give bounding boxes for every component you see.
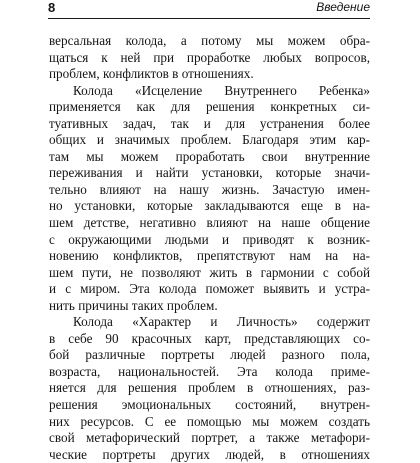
text-line: возраста, национальностей. Эта колода приме- <box>49 363 370 379</box>
text-line: проблем, конфликтов в отношениях. <box>49 66 254 82</box>
text-line: в себе 90 красочных карт, представляющих со- <box>49 330 370 346</box>
text-line: там мы можем проработать свои внутренние <box>49 148 370 164</box>
text-line: няется для решения проблем в отношениях, раз- <box>49 380 370 396</box>
text-line: версальная колода, а потому мы можем обра- <box>49 33 370 48</box>
body-text <box>49 33 370 463</box>
text-line: щаться к ней при проработке любых вопросов, <box>49 49 370 65</box>
text-line: бой различные портреты людей разного пола, <box>49 347 370 363</box>
text-line: применяется как для решения конкретных си- <box>49 99 370 115</box>
text-line: ческие портреты других людей, в отношениях <box>49 446 370 462</box>
text-line: Колода «Исцеление Внутреннего Ребенка» <box>73 82 370 98</box>
text-line: переживания и найти установки, которые значи- <box>49 165 370 181</box>
page-header <box>48 0 370 19</box>
text-line: тельно влияют на нашу жизнь. Зачастую имен- <box>49 181 370 197</box>
text-line: решения эмоциональных состояний, внутрен- <box>49 397 370 413</box>
text-line: с окружающими людьми и приводят к возник- <box>49 231 370 247</box>
text-line: но установки, которые закладываются еще в на- <box>49 198 370 214</box>
text-line: свой метафорический портрет, а также метафори- <box>49 430 370 446</box>
text-line: нить причины таких проблем. <box>49 297 218 313</box>
text-line: них ресурсов. С ее помощью мы можем создать <box>49 413 370 429</box>
running-title: Введение <box>316 0 370 14</box>
text-line: общих и значимых проблем. Благодаря этим кар- <box>49 132 370 148</box>
page-number: 8 <box>48 0 56 15</box>
text-line: туативных задач, так и для устранения более <box>49 115 370 131</box>
text-line: Колода «Характер и Личность» содержит <box>73 314 370 330</box>
text-line: новению конфликтов, препятствуют нам на на- <box>49 248 370 264</box>
text-line: шем пути, не позволяют жить в гармонии с собой <box>49 264 370 280</box>
text-line: и с миром. Эта колода поможет выявить и устра- <box>49 281 370 297</box>
text-line: шем детстве, негативно влияют на наше общение <box>49 215 370 231</box>
